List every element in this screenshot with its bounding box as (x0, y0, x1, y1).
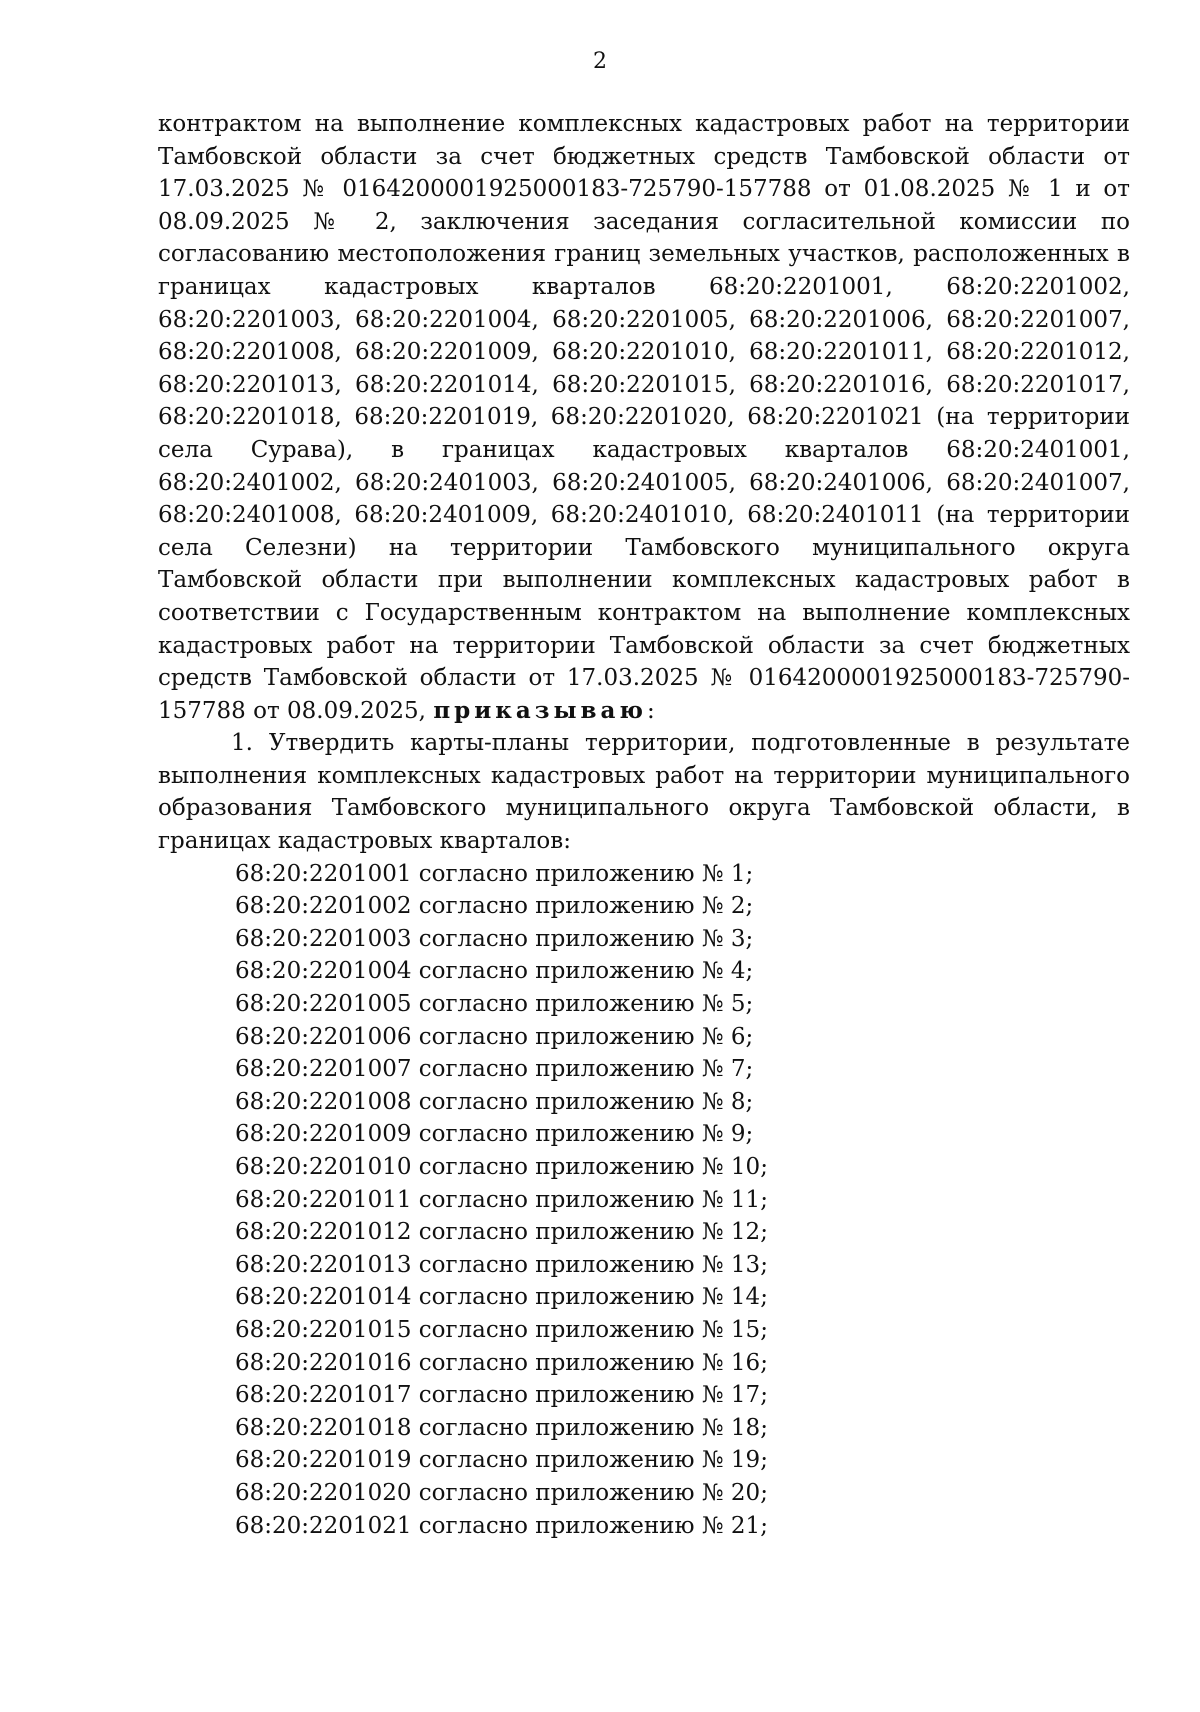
quarter-list-item: 68:20:2201002 согласно приложению № 2; (235, 893, 754, 920)
quarter-list-item: 68:20:2201014 согласно приложению № 14; (235, 1284, 768, 1311)
page-number: 2 (593, 49, 607, 74)
decree-colon: : (647, 697, 655, 724)
quarter-list-item: 68:20:2201011 согласно приложению № 11; (235, 1186, 768, 1213)
quarter-list-item: 68:20:2201019 согласно приложению № 19; (235, 1447, 768, 1474)
quarter-list-item: 68:20:2201009 согласно приложению № 9; (235, 1121, 754, 1148)
intro-paragraph (158, 108, 1130, 727)
clause-1-paragraph: 1. Утвердить карты-планы территории, подготовленные в результате выполнения комплексных кадастровых работ на территории муниципального образования Тамбовского муниципального округа Тамбовской области, в границах кадастровых кварталов: (158, 730, 1130, 855)
intro-text: контрактом на выполнение комплексных кадастровых работ на территории Тамбовской области за счет бюджетных средств Тамбовской области от 17.03.2025 № 0164200001925000183-725790-157788 от 01.08.2025 № 1 и от 08.09.2025 № 2, заключения заседания согласительной комиссии по согласованию местоположения границ земельных участков, расположенных в границах кадастровых кварталов 68:20:2201001, 68:20:2201002, 68:20:2201003, 68:20:2201004, 68:20:2201005, 68:20:2201006, 68:20:2201007, 68:20:2201008, 68:20:2201009, 68:20:2201010, 68:20:2201011, 68:20:2201012, 68:20:2201013, 68:20:2201014, 68:20:2201015, 68:20:2201016, 68:20:2201017, 68:20:2201018, 68:20:2201019, 68:20:2201020, 68:20:2201021 (на территории села Сурава), в границах кадастровых кварталов 68:20:2401001, 68:20:2401002, 68:20:2401003, 68:20:2401005, 68:20:2401006, 68:20:2401007, 68:20:2401008, 68:20:2401009, 68:20:2401010, 68:20:2401011 (на территории села Селезни) на территории Тамбовского муниципального округа Тамбовской области при выполнении комплексных кадастровых работ в соответствии с Государственным контрактом на выполнение комплексных кадастровых работ на территории Тамбовской области за счет бюджетных средств Тамбовской области от 17.03.2025 № 0164200001925000183-725790-157788 от 08.09.2025, (158, 111, 1130, 724)
quarter-list-item: 68:20:2201020 согласно приложению № 20; (235, 1479, 768, 1506)
quarter-list-item: 68:20:2201010 согласно приложению № 10; (235, 1154, 768, 1180)
quarter-list-item: 68:20:2201012 согласно приложению № 12; (235, 1219, 768, 1246)
quarter-list-item: 68:20:2201016 согласно приложению № 16; (235, 1349, 768, 1376)
quarter-list-item: 68:20:2201013 согласно приложению № 13; (235, 1251, 768, 1278)
decree-word: приказываю (433, 696, 648, 724)
quarter-list-item: 68:20:2201001 согласно приложению № 1; (235, 860, 754, 887)
quarter-list-item: 68:20:2201006 согласно приложению № 6; (235, 1023, 754, 1050)
quarter-list-item: 68:20:2201021 согласно приложению № 21; (235, 1512, 768, 1539)
quarter-list-item: 68:20:2201008 согласно приложению № 8; (235, 1088, 754, 1115)
quarter-list-item: 68:20:2201017 согласно приложению № 17; (235, 1382, 768, 1409)
quarter-list-item: 68:20:2201003 согласно приложению № 3; (235, 925, 754, 952)
quarter-list-item: 68:20:2201015 согласно приложению № 15; (235, 1316, 768, 1343)
quarter-list (158, 858, 1130, 1542)
quarter-list-item: 68:20:2201004 согласно приложению № 4; (235, 958, 754, 985)
quarter-list-item: 68:20:2201005 согласно приложению № 5; (235, 991, 754, 1018)
document-body (158, 108, 1130, 1542)
quarter-list-item: 68:20:2201007 согласно приложению № 7; (235, 1056, 754, 1083)
quarter-list-item: 68:20:2201018 согласно приложению № 18; (235, 1414, 768, 1441)
